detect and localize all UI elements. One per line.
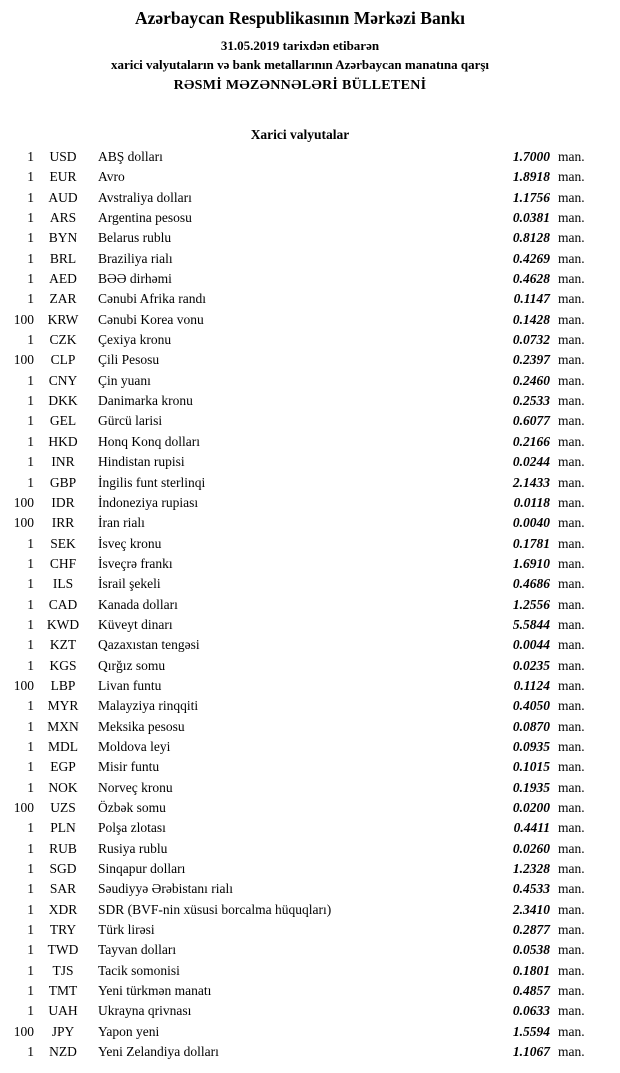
rate-value-cell: 0.1124	[513, 677, 550, 693]
rates-table-body	[6, 147, 594, 1062]
quantity-cell: 1	[27, 1003, 34, 1019]
rate-value-cell: 0.4050	[512, 698, 550, 714]
rate-row	[6, 513, 594, 533]
currency-code-cell: MXN	[47, 718, 79, 734]
unit-cell: man.	[558, 515, 585, 531]
rate-row	[6, 473, 594, 493]
rate-value-cell: 0.0260	[512, 840, 550, 856]
quantity-cell: 1	[27, 230, 34, 246]
rate-row	[6, 656, 594, 676]
quantity-cell: 1	[27, 189, 34, 205]
currency-name-cell: Braziliya rialı	[98, 250, 173, 266]
currency-code-cell: AED	[49, 271, 77, 287]
quantity-cell: 1	[27, 718, 34, 734]
currency-name-cell: Misir funtu	[98, 759, 160, 775]
rate-value-cell: 0.4628	[512, 271, 550, 287]
currency-name-cell: Qırğız somu	[98, 657, 166, 673]
unit-cell: man.	[558, 494, 585, 510]
currency-name-cell: Cənubi Korea vonu	[98, 311, 204, 327]
rate-row	[6, 737, 594, 757]
unit-cell: man.	[558, 962, 585, 978]
quantity-cell: 1	[27, 332, 34, 348]
currency-code-cell: UZS	[50, 800, 76, 815]
unit-cell: man.	[558, 738, 585, 754]
currency-code-cell: SAR	[49, 881, 77, 897]
currency-name-cell: Avstraliya dolları	[98, 189, 192, 205]
rate-row	[6, 1001, 594, 1021]
currency-name-cell: Rusiya rublu	[98, 840, 168, 856]
currency-code-cell: AUD	[48, 189, 78, 205]
unit-cell: man.	[558, 433, 585, 449]
rate-value-cell: 0.4411	[513, 820, 550, 836]
rate-value-cell: 0.2460	[512, 372, 550, 388]
unit-cell: man.	[558, 169, 585, 185]
unit-cell: man.	[558, 983, 585, 999]
quantity-cell: 1	[27, 861, 34, 877]
currency-name-cell: BƏƏ dirhəmi	[98, 271, 172, 287]
quantity-cell: 1	[27, 291, 34, 307]
rate-value-cell: 0.4686	[512, 576, 550, 592]
currency-name-cell: Norveç kronu	[98, 779, 173, 795]
quantity-cell: 1	[27, 820, 34, 836]
unit-cell: man.	[558, 352, 585, 368]
page-title: Azərbaycan Respublikasının Mərkəzi Bankı	[134, 8, 466, 28]
currency-code-cell: MDL	[48, 738, 78, 754]
currency-name-cell: Gürcü larisi	[98, 413, 163, 429]
currency-code-cell: KRW	[47, 311, 79, 327]
rate-value-cell: 1.6910	[512, 555, 550, 571]
currency-code-cell: GEL	[49, 413, 77, 429]
unit-cell: man.	[558, 230, 585, 246]
rate-row	[6, 371, 594, 391]
quantity-cell: 1	[27, 922, 34, 938]
unit-cell: man.	[558, 372, 585, 388]
currency-name-cell: Meksika pesosu	[98, 718, 185, 734]
currency-name-cell: Malayziya rinqqiti	[98, 698, 199, 714]
unit-cell: man.	[558, 759, 585, 775]
rate-row	[6, 452, 594, 472]
currency-code-cell: JPY	[51, 1023, 75, 1039]
rate-row	[6, 432, 594, 452]
rate-row	[6, 839, 594, 859]
rate-row	[6, 574, 594, 594]
currency-name-cell: Səudiyyə Ərəbistanı rialı	[98, 881, 233, 897]
rate-value-cell: 1.1067	[512, 1044, 550, 1060]
quantity-cell: 1	[27, 738, 34, 754]
rate-row	[6, 798, 594, 818]
currency-code-cell: KZT	[49, 637, 77, 653]
quantity-cell: 1	[27, 840, 34, 856]
rate-row	[6, 818, 594, 838]
unit-cell: man.	[558, 779, 585, 795]
unit-cell: man.	[558, 393, 585, 409]
quantity-cell: 1	[27, 413, 34, 429]
currency-code-cell: ARS	[49, 210, 77, 226]
rate-value-cell: 1.1756	[512, 189, 550, 205]
currency-code-cell: NZD	[49, 1044, 77, 1060]
quantity-cell: 1	[27, 983, 34, 999]
quantity-cell: 100	[13, 800, 34, 815]
rate-value-cell: 2.1433	[512, 474, 550, 490]
quantity-cell: 1	[27, 1044, 34, 1060]
quantity-cell: 100	[13, 494, 34, 510]
currency-code-cell: BYN	[48, 230, 78, 246]
rate-value-cell: 0.1015	[512, 759, 550, 775]
currency-name-cell: İngilis funt sterlinqi	[98, 474, 206, 490]
unit-cell: man.	[558, 413, 585, 429]
quantity-cell: 1	[27, 393, 34, 409]
rate-row	[6, 981, 594, 1001]
rate-value-cell: 1.2328	[512, 861, 550, 877]
currency-code-cell: CLP	[50, 352, 76, 368]
unit-cell: man.	[558, 922, 585, 938]
currency-code-cell: LBP	[50, 677, 76, 693]
rate-row	[6, 330, 594, 350]
currency-name-cell: Hindistan rupisi	[98, 454, 185, 470]
currency-code-cell: TJS	[52, 962, 74, 978]
unit-cell: man.	[558, 576, 585, 592]
rate-row	[6, 249, 594, 269]
currency-code-cell: CZK	[49, 332, 77, 348]
quantity-cell: 1	[27, 759, 34, 775]
unit-cell: man.	[558, 942, 585, 958]
quantity-cell: 1	[27, 535, 34, 551]
currency-code-cell: NOK	[48, 779, 78, 795]
rate-value-cell: 0.0200	[512, 800, 550, 815]
unit-cell: man.	[558, 616, 585, 632]
rate-row	[6, 554, 594, 574]
rate-row	[6, 188, 594, 208]
currency-code-cell: USD	[49, 149, 77, 164]
unit-cell: man.	[558, 637, 585, 653]
rate-row	[6, 208, 594, 228]
currency-code-cell: CAD	[48, 596, 78, 612]
currency-name-cell: Argentina pesosu	[98, 210, 192, 226]
rate-row	[6, 534, 594, 554]
rate-value-cell: 0.0044	[512, 637, 550, 653]
unit-cell: man.	[558, 291, 585, 307]
subtitle-line: xarici valyutaların və bank metallarının Azərbaycan manatına qarşı	[110, 57, 490, 72]
unit-cell: man.	[558, 657, 585, 673]
rate-value-cell: 0.0633	[512, 1003, 550, 1019]
quantity-cell: 1	[27, 210, 34, 226]
currency-name-cell: Tacik somonisi	[98, 962, 180, 978]
currency-code-cell: CNY	[48, 372, 78, 388]
unit-cell: man.	[558, 454, 585, 470]
rate-value-cell: 0.1428	[512, 311, 550, 327]
currency-code-cell: SGD	[49, 861, 77, 877]
currency-name-cell: Livan funtu	[98, 677, 162, 693]
quantity-cell: 1	[27, 149, 34, 164]
rate-row	[6, 615, 594, 635]
rate-value-cell: 0.0040	[512, 515, 550, 531]
currency-code-cell: EUR	[49, 169, 77, 185]
unit-cell: man.	[558, 698, 585, 714]
rate-row	[6, 493, 594, 513]
currency-code-cell: INR	[51, 454, 75, 470]
unit-cell: man.	[558, 1044, 585, 1060]
unit-cell: man.	[558, 250, 585, 266]
currency-name-cell: Çexiya kronu	[98, 332, 172, 348]
currency-name-cell: Belarus rublu	[98, 230, 172, 246]
rate-value-cell: 1.5594	[512, 1023, 550, 1039]
currency-name-cell: Ukrayna qrivnası	[98, 1003, 192, 1019]
rate-row	[6, 900, 594, 920]
unit-cell: man.	[558, 1003, 585, 1019]
currency-code-cell: IRR	[51, 515, 75, 531]
quantity-cell: 1	[27, 616, 34, 632]
currency-name-cell: İndoneziya rupiası	[98, 494, 199, 510]
currency-name-cell: SDR (BVF-nin xüsusi borcalma hüquqları)	[98, 901, 332, 917]
quantity-cell: 1	[27, 901, 34, 917]
rate-value-cell: 1.2556	[512, 596, 550, 612]
rate-row	[6, 676, 594, 696]
unit-cell: man.	[558, 271, 585, 287]
rate-value-cell: 1.8918	[512, 169, 550, 185]
rate-row	[6, 289, 594, 309]
rate-row	[6, 635, 594, 655]
rate-row	[6, 859, 594, 879]
currency-name-cell: Yeni Zelandiya dolları	[98, 1044, 219, 1060]
unit-cell: man.	[558, 555, 585, 571]
rate-value-cell: 0.0538	[512, 942, 550, 958]
currency-name-cell: Sinqapur dolları	[98, 861, 186, 877]
currency-code-cell: HKD	[48, 433, 78, 449]
quantity-cell: 1	[27, 881, 34, 897]
rate-value-cell: 0.4269	[512, 250, 550, 266]
rate-row	[6, 920, 594, 940]
rate-row	[6, 1042, 594, 1062]
rate-row	[6, 1022, 594, 1042]
quantity-cell: 100	[13, 515, 34, 531]
currency-name-cell: Çin yuanı	[98, 372, 151, 388]
unit-cell: man.	[558, 800, 585, 815]
rate-value-cell: 0.0244	[512, 454, 550, 470]
currency-code-cell: ZAR	[49, 291, 77, 307]
currency-name-cell: Tayvan dolları	[98, 942, 177, 958]
quantity-cell: 1	[27, 474, 34, 490]
quantity-cell: 1	[27, 576, 34, 592]
rate-row	[6, 147, 594, 167]
currency-name-cell: Çili Pesosu	[98, 352, 160, 368]
unit-cell: man.	[558, 535, 585, 551]
rate-value-cell: 0.0235	[512, 657, 550, 673]
unit-cell: man.	[558, 718, 585, 734]
rate-value-cell: 5.5844	[512, 616, 550, 632]
quantity-cell: 1	[27, 372, 34, 388]
rate-row	[6, 269, 594, 289]
rate-row	[6, 310, 594, 330]
quantity-cell: 1	[27, 962, 34, 978]
currency-code-cell: XDR	[48, 901, 78, 917]
currency-name-cell: Türk lirəsi	[98, 922, 155, 938]
quantity-cell: 1	[27, 779, 34, 795]
rate-value-cell: 0.0732	[512, 332, 550, 348]
currency-code-cell: KGS	[49, 657, 77, 673]
currency-code-cell: UAH	[48, 1003, 78, 1019]
currency-code-cell: KWD	[46, 616, 80, 632]
rate-value-cell: 0.8128	[512, 230, 550, 246]
currency-code-cell: ILS	[52, 576, 74, 592]
bulletin-title: RƏSMİ MƏZƏNNƏLƏRİ BÜLLETENİ	[173, 78, 427, 93]
unit-cell: man.	[558, 332, 585, 348]
rate-value-cell: 0.2877	[512, 922, 550, 938]
currency-name-cell: İsrail şekeli	[98, 576, 161, 592]
rate-value-cell: 2.3410	[512, 901, 550, 917]
rate-row	[6, 228, 594, 248]
quantity-cell: 100	[13, 352, 34, 368]
currency-name-cell: Küveyt dinarı	[98, 616, 173, 632]
quantity-cell: 100	[13, 677, 34, 693]
currency-name-cell: Danimarka kronu	[98, 393, 193, 409]
currency-code-cell: BRL	[49, 250, 77, 266]
quantity-cell: 1	[27, 657, 34, 673]
unit-cell: man.	[558, 596, 585, 612]
unit-cell: man.	[558, 210, 585, 226]
currency-name-cell: Özbək somu	[98, 800, 166, 815]
currency-code-cell: MYR	[47, 698, 79, 714]
rate-value-cell: 0.1935	[512, 779, 550, 795]
rate-row	[6, 696, 594, 716]
currency-code-cell: TWD	[47, 942, 79, 958]
effective-date-line: 31.05.2019 tarixdən etibarən	[220, 38, 380, 53]
quantity-cell: 1	[27, 942, 34, 958]
rate-row	[6, 167, 594, 187]
unit-cell: man.	[558, 311, 585, 327]
unit-cell: man.	[558, 677, 585, 693]
unit-cell: man.	[558, 189, 585, 205]
quantity-cell: 1	[27, 454, 34, 470]
currency-name-cell: Polşa zlotası	[98, 820, 166, 836]
currency-name-cell: İsveçrə frankı	[98, 555, 173, 571]
unit-cell: man.	[558, 149, 585, 164]
currency-name-cell: Qazaxıstan tengəsi	[98, 637, 200, 653]
rate-row	[6, 595, 594, 615]
currency-code-cell: PLN	[50, 820, 76, 836]
rate-value-cell: 0.2166	[512, 433, 550, 449]
rate-row	[6, 961, 594, 981]
unit-cell: man.	[558, 861, 585, 877]
rate-row	[6, 411, 594, 431]
currency-code-cell: DKK	[48, 393, 78, 409]
rate-row	[6, 391, 594, 411]
currency-code-cell: TMT	[48, 983, 78, 999]
rate-row	[6, 717, 594, 737]
currency-name-cell: Kanada dolları	[98, 596, 178, 612]
rate-row	[6, 940, 594, 960]
currency-name-cell: Yeni türkmən manatı	[98, 983, 212, 999]
unit-cell: man.	[558, 840, 585, 856]
rate-value-cell: 0.6077	[512, 413, 550, 429]
rate-row	[6, 778, 594, 798]
quantity-cell: 1	[27, 555, 34, 571]
quantity-cell: 100	[13, 311, 34, 327]
quantity-cell: 1	[27, 698, 34, 714]
bulletin-header	[6, 8, 594, 94]
quantity-cell: 1	[27, 596, 34, 612]
unit-cell: man.	[558, 881, 585, 897]
currency-code-cell: CHF	[49, 555, 77, 571]
rate-value-cell: 0.1801	[512, 962, 550, 978]
rate-value-cell: 0.0381	[512, 210, 550, 226]
currency-name-cell: Moldova leyi	[98, 738, 171, 754]
currency-name-cell: Yapon yeni	[98, 1023, 160, 1039]
unit-cell: man.	[558, 1023, 585, 1039]
currency-code-cell: EGP	[50, 759, 76, 775]
rate-row	[6, 350, 594, 370]
rate-value-cell: 0.0870	[512, 718, 550, 734]
rate-value-cell: 1.7000	[512, 149, 550, 164]
rate-value-cell: 0.4533	[512, 881, 550, 897]
unit-cell: man.	[558, 901, 585, 917]
quantity-cell: 1	[27, 250, 34, 266]
section-title-foreign-currencies: Xarici valyutalar	[250, 127, 350, 142]
quantity-cell: 1	[27, 433, 34, 449]
rate-value-cell: 0.2533	[512, 393, 550, 409]
unit-cell: man.	[558, 474, 585, 490]
currency-code-cell: TRY	[49, 922, 77, 938]
currency-name-cell: Honq Konq dolları	[98, 433, 200, 449]
rate-value-cell: 0.0935	[512, 738, 550, 754]
quantity-cell: 1	[27, 637, 34, 653]
currency-code-cell: IDR	[51, 494, 75, 510]
rate-value-cell: 0.4857	[512, 983, 550, 999]
currency-name-cell: Avro	[98, 169, 125, 185]
quantity-cell: 1	[27, 271, 34, 287]
unit-cell: man.	[558, 820, 585, 836]
rate-value-cell: 0.1781	[512, 535, 550, 551]
rate-row	[6, 757, 594, 777]
quantity-cell: 100	[13, 1023, 34, 1039]
currency-name-cell: İsveç kronu	[98, 535, 162, 551]
currency-name-cell: ABŞ dolları	[98, 149, 163, 164]
currency-code-cell: GBP	[49, 474, 77, 490]
rate-value-cell: 0.0118	[513, 494, 550, 510]
quantity-cell: 1	[27, 169, 34, 185]
rate-value-cell: 0.1147	[513, 291, 550, 307]
rate-value-cell: 0.2397	[512, 352, 550, 368]
currency-code-cell: SEK	[50, 535, 76, 551]
currency-name-cell: Cənubi Afrika randı	[98, 291, 206, 307]
currency-name-cell: İran rialı	[98, 515, 145, 531]
currency-code-cell: RUB	[49, 840, 77, 856]
rate-row	[6, 879, 594, 899]
